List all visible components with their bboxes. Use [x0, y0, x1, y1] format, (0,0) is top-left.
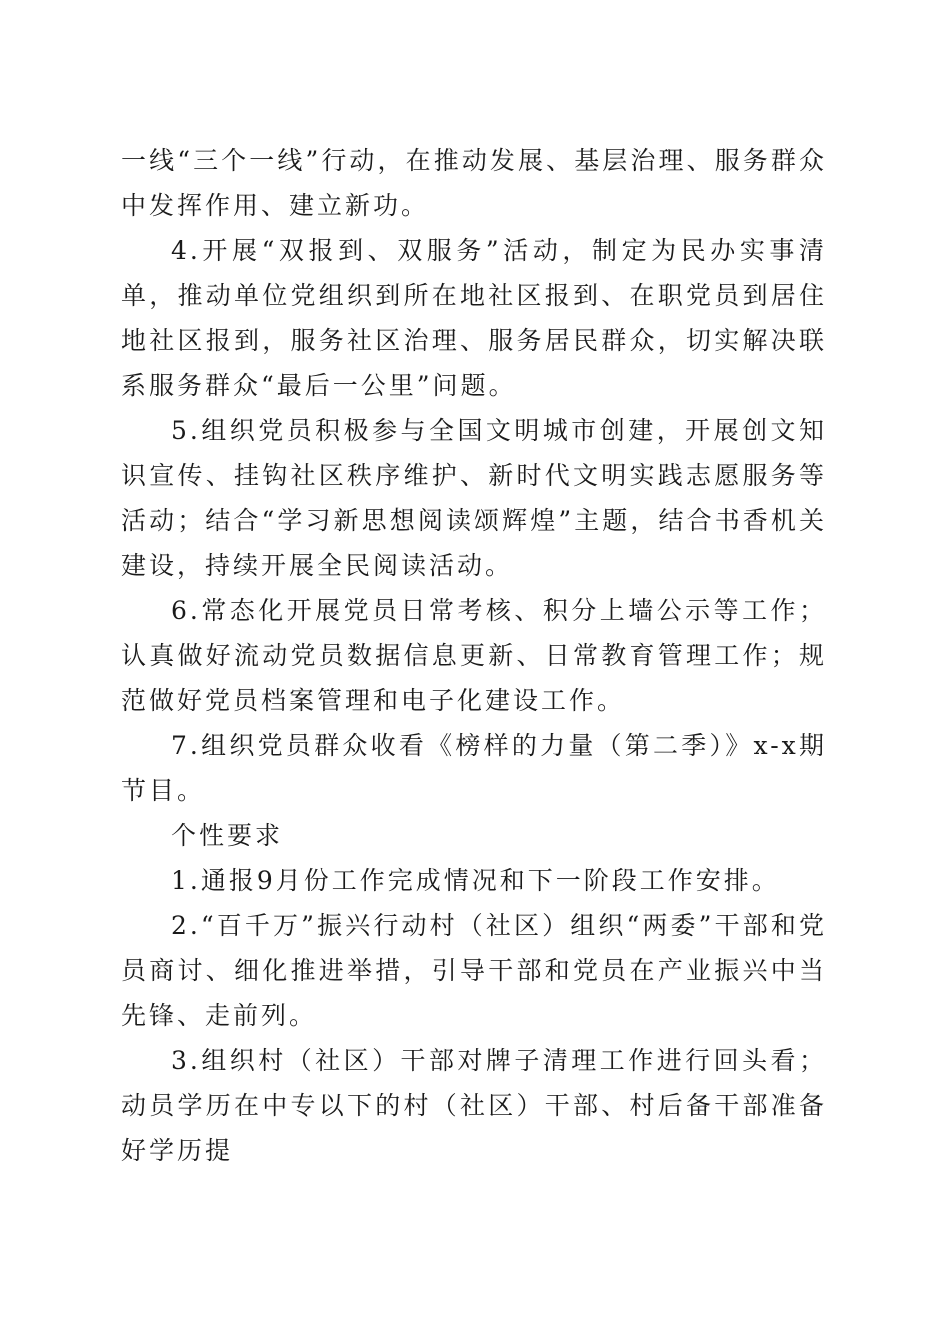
requirement-item-2: 2.“百千万”振兴行动村（社区）组织“两委”干部和党员商讨、细化推进举措，引导干部和党员在产业振兴中当先锋、走前列。	[121, 911, 827, 1030]
paragraph-item-6: 6.常态化开展党员日常考核、积分上墙公示等工作；认真做好流动党员数据信息更新、日常教育管理工作；规范做好党员档案管理和电子化建设工作。	[121, 596, 827, 715]
document-body	[121, 138, 827, 1173]
paragraph-continuation: 一线“三个一线”行动，在推动发展、基层治理、服务群众中发挥作用、建立新功。	[121, 146, 827, 220]
requirement-item-1: 1.通报9月份工作完成情况和下一阶段工作安排。	[171, 866, 780, 895]
requirement-item-3: 3.组织村（社区）干部对牌子清理工作进行回头看；动员学历在中专以下的村（社区）干部、村后备干部准备好学历提	[121, 1046, 827, 1165]
section-heading-personal-requirements: 个性要求	[171, 821, 284, 850]
paragraph-item-7: 7.组织党员群众收看《榜样的力量（第二季）》x-x期节目。	[121, 731, 827, 805]
paragraph-item-4: 4.开展“双报到、双服务”活动，制定为民办实事清单，推动单位党组织到所在地社区报到、在职党员到居住地社区报到，服务社区治理、服务居民群众，切实解决联系服务群众“最后一公里”问题。	[121, 236, 827, 400]
paragraph-item-5: 5.组织党员积极参与全国文明城市创建，开展创文知识宣传、挂钩社区秩序维护、新时代文明实践志愿服务等活动；结合“学习新思想阅读颂辉煌”主题，结合书香机关建设，持续开展全民阅读活动。	[121, 416, 827, 580]
